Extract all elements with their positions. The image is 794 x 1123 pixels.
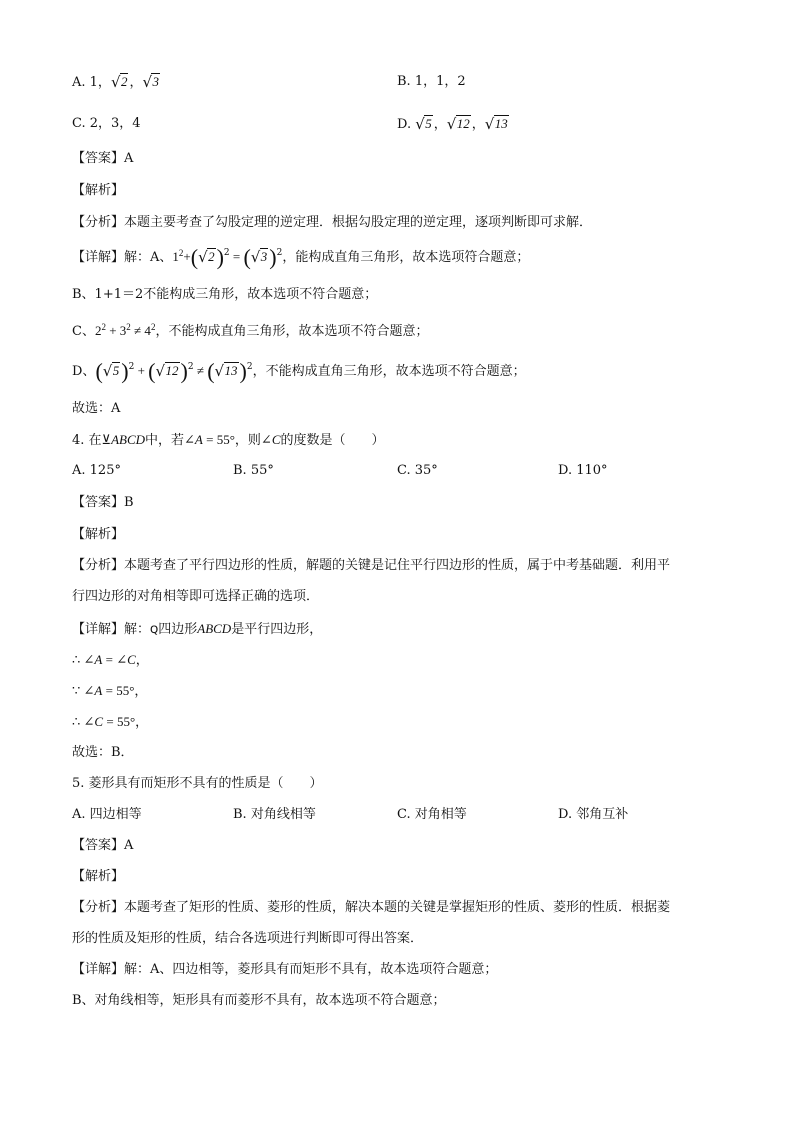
q5-option-d: D. 邻角互补	[558, 807, 629, 822]
q3-analysis-heading: 【解析】	[72, 183, 125, 198]
q4-analysis-heading: 【解析】	[72, 527, 125, 542]
q4-step-3: ∴ ∠C = 55°，	[72, 714, 149, 730]
q4-option-b: B. 55°	[233, 463, 274, 478]
q3-c-line: C、$2^2 + 3^2 \ne 4^2$，不能构成直角三角形，故本选项不符合题意；	[72, 322, 429, 339]
q5-b-line: B、对角线相等，矩形具有而菱形不具有，故本选项不符合题意；	[72, 993, 446, 1008]
q5-option-b: B. 对角线相等	[233, 807, 316, 822]
q5-analysis-heading: 【解析】	[72, 869, 125, 884]
q5-fenxi-line1: 【分析】本题考查了矩形的性质、菱形的性质，解决本题的关键是掌握矩形的性质、菱形的性质．根据菱	[72, 900, 671, 915]
q5-fenxi-line2: 形的性质及矩形的性质，结合各选项进行判断即可得出答案．	[72, 931, 424, 946]
q4-stem: 4. 在⊻ABCD中，若∠A = 55°，则∠C的度数是（ ）	[72, 432, 385, 448]
q3-answer: 【答案】A	[72, 151, 134, 166]
q4-conclusion: 故选：B．	[72, 745, 134, 760]
q5-option-c: C. 对角相等	[397, 807, 467, 822]
q3-option-a: A. 1，√ 2 ，√ 3	[72, 72, 161, 94]
q3-b-line: B、1+1＝2不能构成三角形，故本选项不符合题意；	[72, 287, 378, 302]
q5-answer: 【答案】A	[72, 838, 134, 853]
q3-option-c: C. 2，3，4	[72, 116, 141, 131]
q4-option-a: A. 125°	[72, 463, 121, 478]
q3-fenxi: 【分析】本题主要考查了勾股定理的逆定理．根据勾股定理的逆定理，逐项判断即可求解．	[72, 215, 593, 230]
q5-xiangjie: 【详解】解：A、四边相等，菱形具有而矩形不具有，故本选项符合题意；	[72, 962, 498, 977]
q3-option-b: B. 1，1，2	[397, 74, 466, 89]
q3-conclusion: 故选：A	[72, 401, 121, 416]
q4-answer: 【答案】B	[72, 495, 134, 510]
q5-stem: 5. 菱形具有而矩形不具有的性质是（ ）	[72, 776, 323, 791]
q4-option-d: D. 110°	[558, 463, 608, 478]
q3-xiangjie: 【详解】解：A、$1^2+(√$ 2)$^2$ = (√ 3)$^2$，能构成直角三角形，故本选项符合题意；	[72, 247, 529, 269]
q4-xiangjie: 【详解】解：ꞯ四边形ABCD是平行四边形，	[72, 621, 323, 637]
q4-step-2: ∵ ∠A = 55°，	[72, 683, 148, 699]
q4-step-1: ∴ ∠A = ∠C，	[72, 652, 149, 668]
q5-option-a: A. 四边相等	[72, 807, 142, 822]
q4-fenxi-line1: 【分析】本题考查了平行四边形的性质，解题的关键是记住平行四边形的性质，属于中考基础题．利用平	[72, 558, 671, 573]
q3-d-line: D、(√ 5)$^2$ + (√ 12)$^2$ ≠ (√ 13)$^2$，不能构成直角三角形，故本选项不符合题意；	[72, 361, 526, 383]
q4-option-c: C. 35°	[397, 463, 438, 478]
q4-fenxi-line2: 行四边形的对角相等即可选择正确的选项．	[72, 589, 320, 604]
q3-option-d: D. √ 5 ，√ 12 ，√ 13	[397, 114, 510, 136]
